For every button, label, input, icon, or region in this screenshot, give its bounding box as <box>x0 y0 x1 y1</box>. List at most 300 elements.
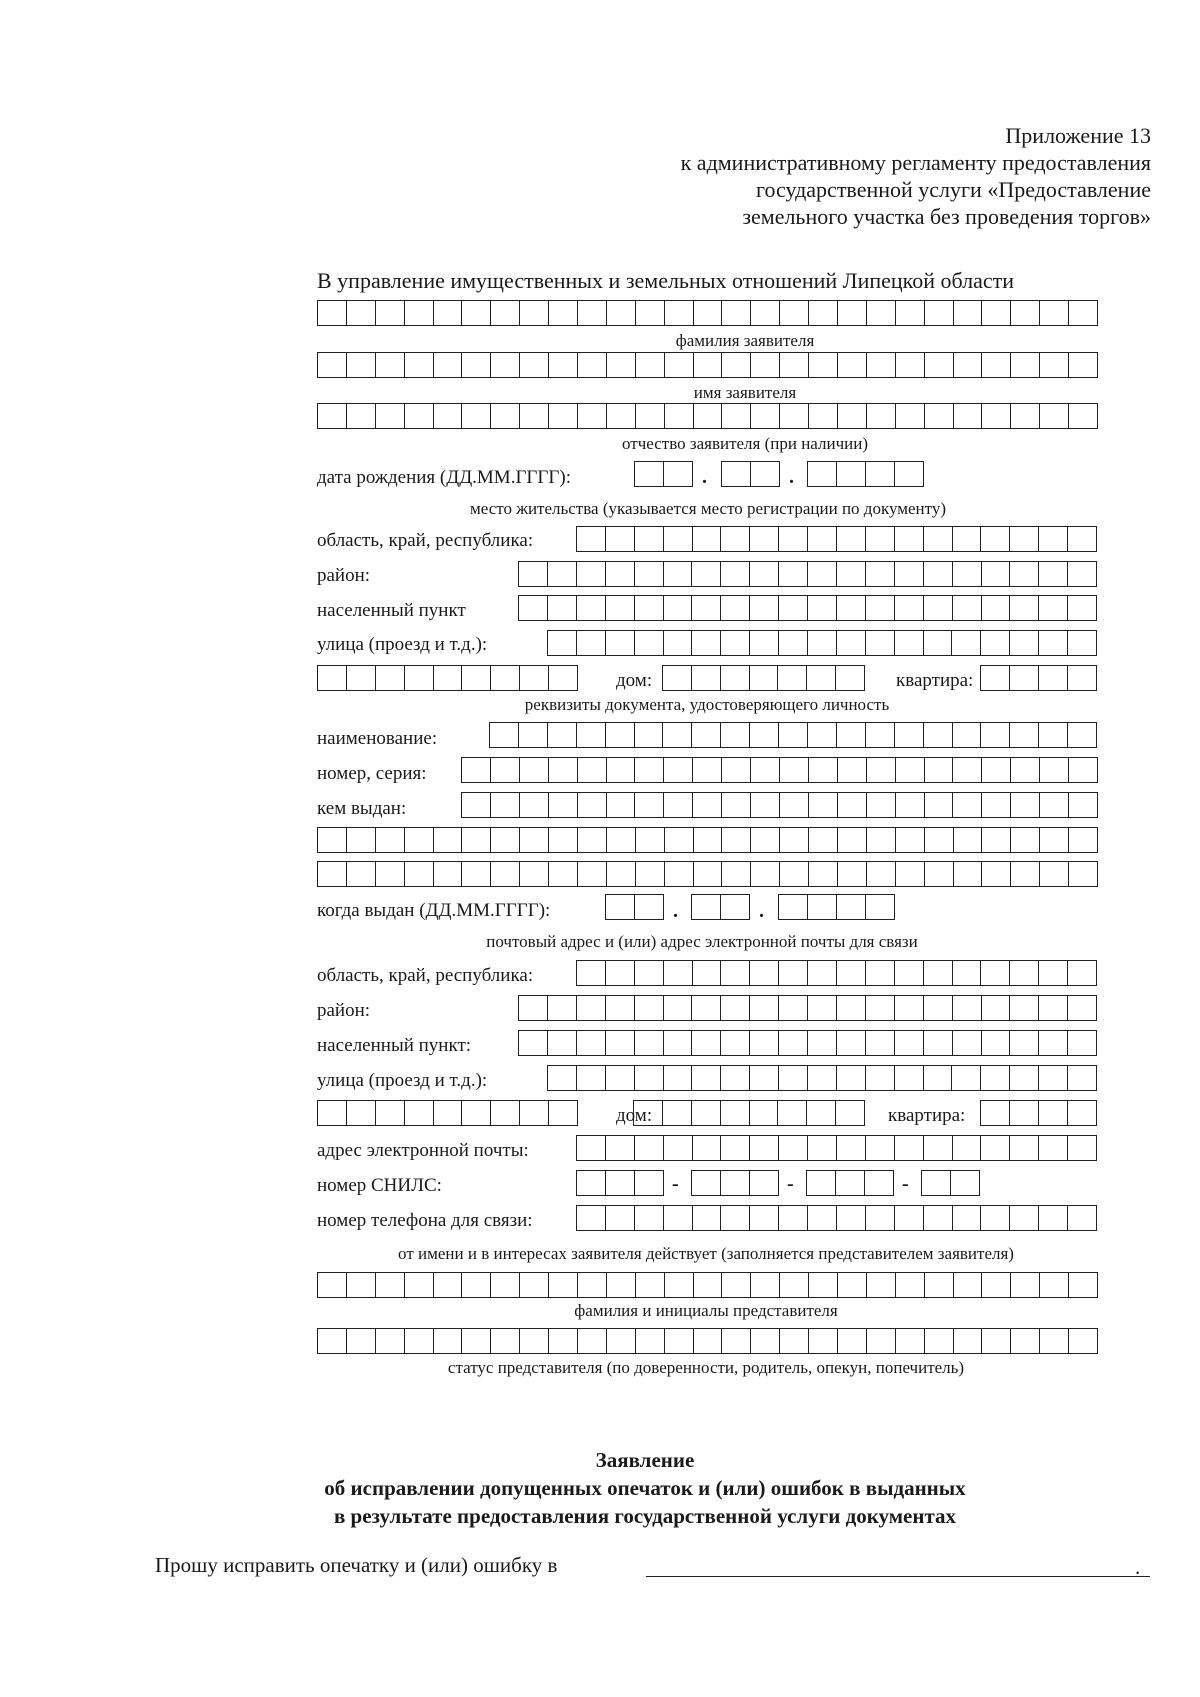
character-cell[interactable] <box>750 1206 779 1230</box>
character-cell[interactable] <box>1010 1066 1039 1090</box>
character-cell[interactable] <box>462 793 491 817</box>
character-cell[interactable] <box>982 1031 1011 1055</box>
character-cell[interactable] <box>896 353 925 377</box>
character-cell[interactable] <box>664 996 693 1020</box>
character-cell[interactable] <box>750 1066 779 1090</box>
character-cell[interactable] <box>693 1136 722 1160</box>
character-cell[interactable] <box>635 1136 664 1160</box>
character-cell[interactable] <box>665 828 694 852</box>
character-cell[interactable] <box>549 1329 578 1353</box>
character-cell[interactable] <box>548 1031 577 1055</box>
character-cell[interactable] <box>981 961 1010 985</box>
character-cell[interactable] <box>347 828 376 852</box>
character-cell[interactable] <box>462 1273 491 1297</box>
character-cell[interactable] <box>665 301 694 325</box>
character-cell[interactable] <box>1039 1206 1068 1230</box>
character-cell[interactable] <box>665 862 694 886</box>
character-cell[interactable] <box>549 666 578 690</box>
character-cell[interactable] <box>577 527 606 551</box>
character-cell[interactable] <box>636 353 665 377</box>
character-cell[interactable] <box>808 1066 837 1090</box>
character-cell[interactable] <box>1039 996 1068 1020</box>
character-cell[interactable] <box>1039 961 1068 985</box>
character-cell[interactable] <box>751 1273 780 1297</box>
character-cell[interactable] <box>607 1273 636 1297</box>
character-cell[interactable] <box>578 1273 607 1297</box>
character-cell[interactable] <box>376 828 405 852</box>
character-cell[interactable] <box>837 527 866 551</box>
character-cell[interactable] <box>779 1136 808 1160</box>
character-cell[interactable] <box>1068 1206 1097 1230</box>
character-cell[interactable] <box>520 758 549 782</box>
character-cell[interactable] <box>721 895 750 919</box>
character-cell[interactable] <box>578 1329 607 1353</box>
character-cell[interactable] <box>694 353 723 377</box>
character-cell[interactable] <box>607 404 636 428</box>
character-cell[interactable] <box>721 596 750 620</box>
character-cell[interactable] <box>895 1066 924 1090</box>
character-cell[interactable] <box>347 1273 376 1297</box>
character-cell[interactable] <box>779 596 808 620</box>
character-cell[interactable] <box>866 1206 895 1230</box>
character-cell[interactable] <box>635 1066 664 1090</box>
character-cell[interactable] <box>347 1101 376 1125</box>
character-cell[interactable] <box>809 828 838 852</box>
character-cell[interactable] <box>549 301 578 325</box>
character-cell[interactable] <box>1039 1101 1068 1125</box>
character-cell[interactable] <box>318 828 347 852</box>
character-cell[interactable] <box>837 1066 866 1090</box>
character-cell[interactable] <box>896 404 925 428</box>
character-cell[interactable] <box>808 596 837 620</box>
character-cell[interactable] <box>1039 1066 1068 1090</box>
character-cell[interactable] <box>722 301 751 325</box>
character-cell[interactable] <box>665 404 694 428</box>
character-cell[interactable] <box>809 353 838 377</box>
character-cell[interactable] <box>809 758 838 782</box>
character-cell[interactable] <box>895 562 924 586</box>
character-cell[interactable] <box>779 996 808 1020</box>
character-cell[interactable] <box>405 404 434 428</box>
character-cell[interactable] <box>692 631 721 655</box>
character-cell[interactable] <box>866 631 895 655</box>
residence-locality-field[interactable] <box>518 595 1097 621</box>
character-cell[interactable] <box>1068 596 1097 620</box>
character-cell[interactable] <box>607 828 636 852</box>
character-cell[interactable] <box>318 404 347 428</box>
birth-year-field[interactable] <box>807 461 924 487</box>
character-cell[interactable] <box>722 1273 751 1297</box>
character-cell[interactable] <box>981 631 1010 655</box>
character-cell[interactable] <box>635 562 664 586</box>
character-cell[interactable] <box>952 631 981 655</box>
character-cell[interactable] <box>780 828 809 852</box>
character-cell[interactable] <box>694 404 723 428</box>
character-cell[interactable] <box>836 1171 865 1195</box>
character-cell[interactable] <box>779 631 808 655</box>
character-cell[interactable] <box>549 404 578 428</box>
character-cell[interactable] <box>1010 527 1039 551</box>
character-cell[interactable] <box>462 1101 491 1125</box>
character-cell[interactable] <box>751 793 780 817</box>
character-cell[interactable] <box>692 996 721 1020</box>
character-cell[interactable] <box>837 961 866 985</box>
character-cell[interactable] <box>1039 631 1068 655</box>
character-cell[interactable] <box>664 793 693 817</box>
character-cell[interactable] <box>836 1101 865 1125</box>
character-cell[interactable] <box>405 828 434 852</box>
character-cell[interactable] <box>1011 828 1040 852</box>
character-cell[interactable] <box>636 1329 665 1353</box>
character-cell[interactable] <box>663 723 692 747</box>
character-cell[interactable] <box>462 862 491 886</box>
character-cell[interactable] <box>1011 862 1040 886</box>
character-cell[interactable] <box>548 1066 577 1090</box>
snils-part-3-field[interactable] <box>806 1170 894 1196</box>
character-cell[interactable] <box>549 862 578 886</box>
character-cell[interactable] <box>577 996 606 1020</box>
character-cell[interactable] <box>722 462 751 486</box>
character-cell[interactable] <box>578 862 607 886</box>
character-cell[interactable] <box>954 1273 983 1297</box>
character-cell[interactable] <box>1040 793 1069 817</box>
postal-apartment-field[interactable] <box>980 1100 1097 1126</box>
character-cell[interactable] <box>491 758 520 782</box>
character-cell[interactable] <box>1040 828 1069 852</box>
postal-street-field[interactable] <box>547 1065 1097 1091</box>
character-cell[interactable] <box>809 1329 838 1353</box>
character-cell[interactable] <box>1068 666 1097 690</box>
character-cell[interactable] <box>578 758 607 782</box>
character-cell[interactable] <box>376 1101 405 1125</box>
character-cell[interactable] <box>780 862 809 886</box>
character-cell[interactable] <box>722 793 751 817</box>
character-cell[interactable] <box>750 996 779 1020</box>
character-cell[interactable] <box>520 862 549 886</box>
character-cell[interactable] <box>721 1101 750 1125</box>
doc-issued-by-line2-field[interactable] <box>317 827 1098 853</box>
character-cell[interactable] <box>491 828 520 852</box>
character-cell[interactable] <box>807 1101 836 1125</box>
character-cell[interactable] <box>405 353 434 377</box>
character-cell[interactable] <box>836 666 865 690</box>
character-cell[interactable] <box>606 1206 635 1230</box>
character-cell[interactable] <box>837 1206 866 1230</box>
character-cell[interactable] <box>896 1273 925 1297</box>
character-cell[interactable] <box>866 723 895 747</box>
character-cell[interactable] <box>895 1136 924 1160</box>
character-cell[interactable] <box>924 527 953 551</box>
character-cell[interactable] <box>607 301 636 325</box>
character-cell[interactable] <box>1040 1329 1069 1353</box>
character-cell[interactable] <box>1039 1136 1068 1160</box>
character-cell[interactable] <box>635 527 664 551</box>
character-cell[interactable] <box>607 353 636 377</box>
character-cell[interactable] <box>925 758 954 782</box>
character-cell[interactable] <box>578 404 607 428</box>
character-cell[interactable] <box>982 758 1011 782</box>
character-cell[interactable] <box>780 1329 809 1353</box>
character-cell[interactable] <box>866 527 895 551</box>
character-cell[interactable] <box>665 1273 694 1297</box>
character-cell[interactable] <box>694 1273 723 1297</box>
character-cell[interactable] <box>519 562 548 586</box>
character-cell[interactable] <box>694 828 723 852</box>
name-field[interactable] <box>317 352 1098 378</box>
character-cell[interactable] <box>865 1171 894 1195</box>
character-cell[interactable] <box>954 862 983 886</box>
phone-field[interactable] <box>576 1205 1097 1231</box>
character-cell[interactable] <box>982 828 1011 852</box>
character-cell[interactable] <box>491 301 520 325</box>
snils-part-4-field[interactable] <box>921 1170 980 1196</box>
character-cell[interactable] <box>692 895 721 919</box>
character-cell[interactable] <box>895 1206 924 1230</box>
character-cell[interactable] <box>347 301 376 325</box>
character-cell[interactable] <box>721 1031 750 1055</box>
character-cell[interactable] <box>318 666 347 690</box>
birth-day-field[interactable] <box>634 461 693 487</box>
character-cell[interactable] <box>693 527 722 551</box>
character-cell[interactable] <box>925 1273 954 1297</box>
character-cell[interactable] <box>1010 596 1039 620</box>
character-cell[interactable] <box>692 1171 721 1195</box>
character-cell[interactable] <box>1068 1136 1097 1160</box>
character-cell[interactable] <box>1068 527 1097 551</box>
character-cell[interactable] <box>808 1136 837 1160</box>
character-cell[interactable] <box>664 562 693 586</box>
character-cell[interactable] <box>606 631 635 655</box>
character-cell[interactable] <box>809 1273 838 1297</box>
character-cell[interactable] <box>981 1206 1010 1230</box>
character-cell[interactable] <box>838 862 867 886</box>
character-cell[interactable] <box>434 862 463 886</box>
character-cell[interactable] <box>750 1031 779 1055</box>
character-cell[interactable] <box>981 1101 1010 1125</box>
character-cell[interactable] <box>867 301 896 325</box>
character-cell[interactable] <box>635 793 664 817</box>
character-cell[interactable] <box>665 353 694 377</box>
character-cell[interactable] <box>953 527 982 551</box>
character-cell[interactable] <box>405 1329 434 1353</box>
character-cell[interactable] <box>780 793 809 817</box>
character-cell[interactable] <box>751 353 780 377</box>
character-cell[interactable] <box>866 462 895 486</box>
character-cell[interactable] <box>808 631 837 655</box>
residence-region-field[interactable] <box>576 526 1097 552</box>
character-cell[interactable] <box>721 562 750 586</box>
character-cell[interactable] <box>376 404 405 428</box>
representative-name-field[interactable] <box>317 1272 1098 1298</box>
character-cell[interactable] <box>462 758 491 782</box>
postal-street-extra-field[interactable] <box>317 1100 578 1126</box>
character-cell[interactable] <box>693 793 722 817</box>
character-cell[interactable] <box>779 895 808 919</box>
character-cell[interactable] <box>1039 666 1068 690</box>
character-cell[interactable] <box>837 1136 866 1160</box>
character-cell[interactable] <box>954 828 983 852</box>
character-cell[interactable] <box>664 961 693 985</box>
character-cell[interactable] <box>1069 793 1098 817</box>
character-cell[interactable] <box>867 404 896 428</box>
character-cell[interactable] <box>376 666 405 690</box>
character-cell[interactable] <box>376 1273 405 1297</box>
character-cell[interactable] <box>1040 1273 1069 1297</box>
character-cell[interactable] <box>779 1206 808 1230</box>
character-cell[interactable] <box>750 1101 779 1125</box>
character-cell[interactable] <box>405 862 434 886</box>
character-cell[interactable] <box>896 793 925 817</box>
character-cell[interactable] <box>434 353 463 377</box>
residence-house-field[interactable] <box>662 665 865 691</box>
email-field[interactable] <box>576 1135 1097 1161</box>
character-cell[interactable] <box>606 1171 635 1195</box>
character-cell[interactable] <box>866 895 895 919</box>
character-cell[interactable] <box>635 1206 664 1230</box>
character-cell[interactable] <box>347 1329 376 1353</box>
character-cell[interactable] <box>607 758 636 782</box>
character-cell[interactable] <box>663 1101 692 1125</box>
character-cell[interactable] <box>577 596 606 620</box>
character-cell[interactable] <box>982 353 1011 377</box>
character-cell[interactable] <box>1068 562 1097 586</box>
character-cell[interactable] <box>751 301 780 325</box>
character-cell[interactable] <box>925 353 954 377</box>
postal-region-field[interactable] <box>576 960 1097 986</box>
character-cell[interactable] <box>548 596 577 620</box>
character-cell[interactable] <box>722 828 751 852</box>
character-cell[interactable] <box>491 1101 520 1125</box>
character-cell[interactable] <box>491 1329 520 1353</box>
character-cell[interactable] <box>867 828 896 852</box>
character-cell[interactable] <box>751 404 780 428</box>
character-cell[interactable] <box>953 723 982 747</box>
character-cell[interactable] <box>896 828 925 852</box>
character-cell[interactable] <box>721 723 750 747</box>
character-cell[interactable] <box>722 404 751 428</box>
character-cell[interactable] <box>924 961 953 985</box>
character-cell[interactable] <box>434 1329 463 1353</box>
character-cell[interactable] <box>722 758 751 782</box>
character-cell[interactable] <box>606 527 635 551</box>
character-cell[interactable] <box>694 862 723 886</box>
character-cell[interactable] <box>665 1329 694 1353</box>
character-cell[interactable] <box>692 666 721 690</box>
character-cell[interactable] <box>751 862 780 886</box>
character-cell[interactable] <box>347 404 376 428</box>
character-cell[interactable] <box>808 1206 837 1230</box>
character-cell[interactable] <box>808 961 837 985</box>
character-cell[interactable] <box>1010 961 1039 985</box>
character-cell[interactable] <box>750 1171 779 1195</box>
character-cell[interactable] <box>434 828 463 852</box>
character-cell[interactable] <box>867 353 896 377</box>
character-cell[interactable] <box>692 1101 721 1125</box>
character-cell[interactable] <box>634 1101 663 1125</box>
character-cell[interactable] <box>982 301 1011 325</box>
character-cell[interactable] <box>838 301 867 325</box>
character-cell[interactable] <box>779 1066 808 1090</box>
character-cell[interactable] <box>318 1273 347 1297</box>
character-cell[interactable] <box>635 462 664 486</box>
character-cell[interactable] <box>578 353 607 377</box>
character-cell[interactable] <box>577 961 606 985</box>
character-cell[interactable] <box>635 1171 664 1195</box>
character-cell[interactable] <box>867 793 896 817</box>
character-cell[interactable] <box>606 1066 635 1090</box>
character-cell[interactable] <box>981 527 1010 551</box>
character-cell[interactable] <box>664 527 693 551</box>
character-cell[interactable] <box>491 862 520 886</box>
character-cell[interactable] <box>953 758 982 782</box>
character-cell[interactable] <box>318 353 347 377</box>
character-cell[interactable] <box>1040 404 1069 428</box>
character-cell[interactable] <box>838 758 867 782</box>
character-cell[interactable] <box>895 996 924 1020</box>
character-cell[interactable] <box>376 1329 405 1353</box>
character-cell[interactable] <box>837 996 866 1020</box>
character-cell[interactable] <box>722 862 751 886</box>
doc-issued-by-field[interactable] <box>461 792 1098 818</box>
character-cell[interactable] <box>750 723 779 747</box>
residence-apartment-field[interactable] <box>980 665 1097 691</box>
character-cell[interactable] <box>607 1329 636 1353</box>
character-cell[interactable] <box>925 404 954 428</box>
character-cell[interactable] <box>922 1171 951 1195</box>
character-cell[interactable] <box>520 404 549 428</box>
character-cell[interactable] <box>1069 862 1098 886</box>
character-cell[interactable] <box>635 895 664 919</box>
character-cell[interactable] <box>405 1101 434 1125</box>
character-cell[interactable] <box>694 301 723 325</box>
character-cell[interactable] <box>837 895 866 919</box>
character-cell[interactable] <box>1040 862 1069 886</box>
character-cell[interactable] <box>434 666 463 690</box>
character-cell[interactable] <box>606 895 635 919</box>
character-cell[interactable] <box>838 1273 867 1297</box>
character-cell[interactable] <box>636 862 665 886</box>
request-input-line[interactable] <box>646 1576 1150 1577</box>
character-cell[interactable] <box>924 1206 953 1230</box>
character-cell[interactable] <box>954 1329 983 1353</box>
character-cell[interactable] <box>721 996 750 1020</box>
doc-issued-by-line3-field[interactable] <box>317 861 1098 887</box>
character-cell[interactable] <box>807 1171 836 1195</box>
character-cell[interactable] <box>1068 961 1097 985</box>
character-cell[interactable] <box>607 793 636 817</box>
character-cell[interactable] <box>663 666 692 690</box>
character-cell[interactable] <box>318 1101 347 1125</box>
character-cell[interactable] <box>779 527 808 551</box>
character-cell[interactable] <box>808 723 837 747</box>
character-cell[interactable] <box>780 353 809 377</box>
residence-street-field[interactable] <box>547 630 1097 656</box>
character-cell[interactable] <box>721 961 750 985</box>
character-cell[interactable] <box>722 1329 751 1353</box>
character-cell[interactable] <box>519 723 548 747</box>
character-cell[interactable] <box>376 353 405 377</box>
character-cell[interactable] <box>347 862 376 886</box>
character-cell[interactable] <box>866 596 895 620</box>
character-cell[interactable] <box>953 596 982 620</box>
character-cell[interactable] <box>780 301 809 325</box>
character-cell[interactable] <box>750 666 779 690</box>
character-cell[interactable] <box>895 631 924 655</box>
character-cell[interactable] <box>347 353 376 377</box>
character-cell[interactable] <box>953 1206 982 1230</box>
character-cell[interactable] <box>548 631 577 655</box>
birth-month-field[interactable] <box>721 461 780 487</box>
